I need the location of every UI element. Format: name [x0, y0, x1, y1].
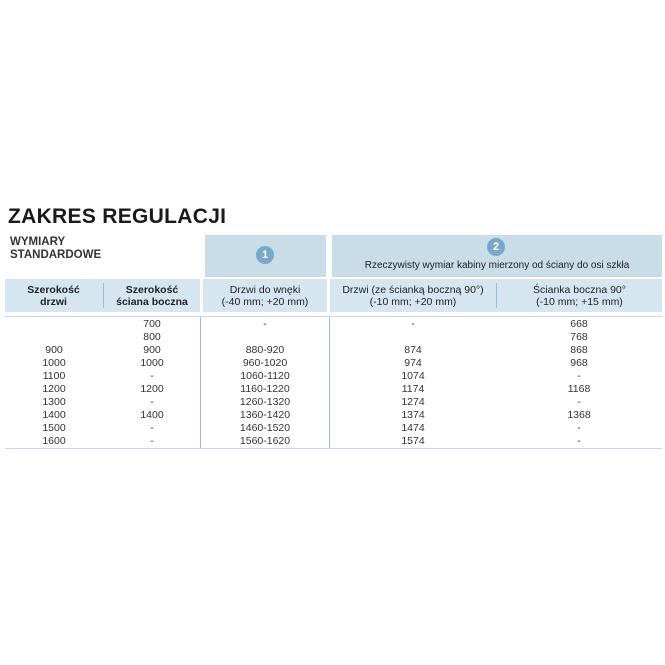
column-header-door-with-wall: Drzwi (ze ścianką boczną 90°) (-10 mm; +20 mm) [342, 283, 484, 308]
table-cell: 1460-1520 [239, 422, 291, 434]
table-cell [6, 331, 102, 343]
table-cell: 1000 [42, 357, 66, 369]
table-cell: - [577, 422, 581, 434]
row-divider [5, 448, 662, 449]
table-cell [217, 331, 313, 343]
column-header-side-wall-90: Ścianka boczna 90° (-10 mm; +15 mm) [533, 283, 626, 308]
table-cell: 880-920 [245, 344, 285, 356]
table-cell: 1160-1220 [240, 383, 290, 395]
column-header-side-wall-width: Szerokość ściana boczna [116, 283, 188, 308]
table-cell: 1000 [140, 357, 164, 369]
table-cell: 1174 [401, 383, 425, 395]
row-divider [5, 316, 662, 317]
standard-dimensions-label: WYMIARY STANDARDOWE [10, 236, 102, 261]
table-cell: 1360-1420 [239, 409, 291, 421]
table-cell [365, 331, 461, 343]
table-cell: 974 [404, 357, 422, 369]
table-cell: 668 [570, 318, 588, 330]
table-cell: - [577, 370, 581, 382]
table-cell: - [150, 396, 154, 408]
column-header-niche-door: Drzwi do wnęki (-40 mm; +20 mm) [221, 283, 309, 308]
table-cell: 1274 [401, 396, 425, 408]
column-header-door-width: Szerokość drzwi [27, 283, 80, 308]
table-cell: 1368 [567, 409, 591, 421]
table-cell: 874 [404, 344, 422, 356]
table-cell: - [263, 318, 267, 330]
table-cell: - [150, 435, 154, 447]
table-cell: 1574 [401, 435, 425, 447]
group-2-badge: 2 [487, 238, 505, 256]
table-cell: 1400 [42, 409, 66, 421]
group-2-description: Rzeczywisty wymiar kabiny mierzony od ściany do osi szkła [364, 260, 630, 271]
table-cell: 900 [45, 344, 63, 356]
table-cell: 868 [570, 344, 588, 356]
table-cell: 1060-1120 [240, 370, 290, 382]
table-cell: 1600 [42, 435, 66, 447]
table-cell: 1074 [401, 370, 425, 382]
table-cell: 1474 [401, 422, 425, 434]
table-cell: - [150, 422, 154, 434]
column-divider [329, 316, 330, 448]
table-cell: - [150, 370, 154, 382]
table-cell: 1260-1320 [239, 396, 291, 408]
table-cell: 800 [143, 331, 161, 343]
group-1-badge: 1 [256, 246, 274, 264]
table-cell: 900 [143, 344, 161, 356]
table-cell: 768 [570, 331, 588, 343]
table-cell: - [411, 318, 415, 330]
table-cell: 1560-1620 [239, 435, 291, 447]
column-divider [200, 316, 201, 448]
table-cell: 700 [143, 318, 161, 330]
table-cell: - [577, 396, 581, 408]
table-cell: 1400 [140, 409, 164, 421]
page-title: ZAKRES REGULACJI [8, 205, 227, 228]
table-cell: 1374 [401, 409, 425, 421]
table-cell: 1100 [42, 370, 66, 382]
table-cell: 1300 [42, 396, 66, 408]
table-cell: 960-1020 [242, 357, 288, 369]
table-cell: 1200 [140, 383, 164, 395]
table-cell: 1200 [42, 383, 66, 395]
table-cell: 1500 [42, 422, 66, 434]
table-cell: 1168 [567, 383, 591, 395]
table-cell: 968 [570, 357, 588, 369]
table-cell: - [577, 435, 581, 447]
table-cell [6, 318, 102, 330]
